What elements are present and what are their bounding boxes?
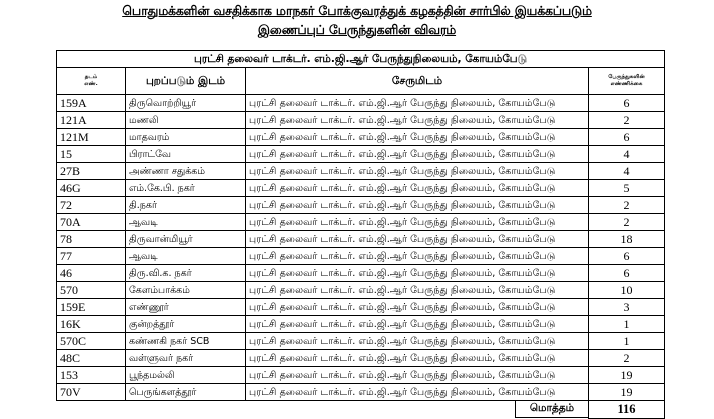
table-row [57,197,665,214]
bus-count-cell: 4 [589,163,665,180]
origin-cell: மாதவரம் [126,129,246,146]
destination-cell: புரட்சி தலைவர் டாக்டர். எம்.ஜி.ஆர் பேருந்து நிலையம், கோயம்பேடு [246,112,589,129]
route-number-cell: 72 [57,197,126,214]
destination-cell: புரட்சி தலைவர் டாக்டர். எம்.ஜி.ஆர் பேருந்து நிலையம், கோயம்பேடு [246,384,589,401]
route-number-cell: 70A [57,214,126,231]
route-number-cell: 46G [57,180,126,197]
destination-cell: புரட்சி தலைவர் டாக்டர். எம்.ஜி.ஆர் பேருந்து நிலையம், கோயம்பேடு [246,95,589,112]
origin-header-label: புறப்படும் இடம் [145,74,226,87]
bus-count-cell: 2 [589,214,665,231]
route-number-cell: 121A [57,112,126,129]
table-row [57,214,665,231]
destination-header-label: சேருமிடம் [391,74,443,87]
total-value: 116 [589,401,665,419]
origin-cell: அண்ணா சதுக்கம் [126,163,246,180]
total-row [57,401,665,419]
bus-route-table [56,50,665,419]
destination-cell: புரட்சி தலைவர் டாக்டர். எம்.ஜி.ஆர் பேருந்து நிலையம், கோயம்பேடு [246,163,589,180]
document-subtitle: இணைப்புப் பேருந்துகளின் விவரம் [257,22,457,37]
origin-cell: எம்.கே.பி. நகர் [126,180,246,197]
destination-cell: புரட்சி தலைவர் டாக்டர். எம்.ஜி.ஆர் பேருந்து நிலையம், கோயம்பேடு [246,180,589,197]
total-spacer [57,401,246,419]
route-number-cell: 153 [57,367,126,384]
destination-cell: புரட்சி தலைவர் டாக்டர். எம்.ஜி.ஆர் பேருந்து நிலையம், கோயம்பேடு [246,129,589,146]
table-row [57,367,665,384]
origin-cell: மணலி [126,112,246,129]
origin-header [126,68,246,95]
origin-cell: திருவான்மியூர் [126,231,246,248]
bus-count-cell: 6 [589,248,665,265]
bus-count-header [589,68,665,95]
bus-count-cell: 6 [589,265,665,282]
destination-cell: புரட்சி தலைவர் டாக்டர். எம்.ஜி.ஆர் பேருந்து நிலையம், கோயம்பேடு [246,333,589,350]
bus-count-header-line1: பேருந்துகளின் [608,74,645,80]
bus-count-cell: 19 [589,367,665,384]
destination-cell: புரட்சி தலைவர் டாக்டர். எம்.ஜி.ஆர் பேருந்து நிலையம், கோயம்பேடு [246,282,589,299]
route-number-cell: 46 [57,265,126,282]
bus-count-cell: 4 [589,146,665,163]
bus-count-cell: 10 [589,282,665,299]
destination-cell: புரட்சி தலைவர் டாக்டர். எம்.ஜி.ஆர் பேருந்து நிலையம், கோயம்பேடு [246,350,589,367]
table-row [57,146,665,163]
route-number-cell: 15 [57,146,126,163]
table-row [57,350,665,367]
destination-header [246,68,589,95]
route-number-cell: 121M [57,129,126,146]
bus-count-cell: 1 [589,316,665,333]
route-number-cell: 16K [57,316,126,333]
destination-cell: புரட்சி தலைவர் டாக்டர். எம்.ஜி.ஆர் பேருந்து நிலையம், கோயம்பேடு [246,367,589,384]
origin-cell: பெருங்களத்தூர் [126,384,246,401]
route-number-cell: 78 [57,231,126,248]
origin-cell: ஆவடி [126,248,246,265]
route-number-cell: 570 [57,282,126,299]
total-label-cell [246,401,589,419]
origin-cell: பிராட்வே [126,146,246,163]
table-row [57,265,665,282]
destination-cell: புரட்சி தலைவர் டாக்டர். எம்.ஜி.ஆர் பேருந்து நிலையம், கோயம்பேடு [246,214,589,231]
table-row [57,282,665,299]
bus-count-cell: 1 [589,333,665,350]
table-row [57,333,665,350]
table-row [57,95,665,112]
table-row [57,384,665,401]
table-row [57,231,665,248]
route-number-cell: 70V [57,384,126,401]
route-number-cell: 159A [57,95,126,112]
route-number-cell: 570C [57,333,126,350]
route-no-header-line2: எண். [84,81,98,87]
origin-cell: திரு.வி.க. நகர் [126,265,246,282]
origin-cell: தி.நகர் [126,197,246,214]
table-row [57,163,665,180]
origin-cell: பூந்தமல்லி [126,367,246,384]
route-no-header [57,68,126,95]
table-banner-row [57,51,665,68]
destination-cell: புரட்சி தலைவர் டாக்டர். எம்.ஜி.ஆர் பேருந்து நிலையம், கோயம்பேடு [246,248,589,265]
route-no-header-line1: தடம் [84,74,98,80]
table-row [57,129,665,146]
origin-cell: கேளம்பாக்கம் [126,282,246,299]
table-row [57,180,665,197]
document-title: பொதுமக்களின் வசதிக்காக மாநகர் போக்குவரத்துக் கழகத்தின் சார்பில் இயக்கப்படும் [122,3,592,18]
destination-cell: புரட்சி தலைவர் டாக்டர். எம்.ஜி.ஆர் பேருந்து நிலையம், கோயம்பேடு [246,231,589,248]
bus-count-header-line2: எண்ணிக்கை [610,81,643,87]
bus-count-cell: 2 [589,197,665,214]
bus-count-cell: 5 [589,180,665,197]
total-label: மொத்தம் [515,401,588,418]
destination-cell: புரட்சி தலைவர் டாக்டர். எம்.ஜி.ஆர் பேருந்து நிலையம், கோயம்பேடு [246,316,589,333]
origin-cell: எண்ணூர் [126,299,246,316]
route-number-cell: 27B [57,163,126,180]
origin-cell: குன்றத்தூர் [126,316,246,333]
bus-count-cell: 2 [589,112,665,129]
bus-count-cell: 3 [589,299,665,316]
bus-count-cell: 6 [589,129,665,146]
destination-cell: புரட்சி தலைவர் டாக்டர். எம்.ஜி.ஆர் பேருந்து நிலையம், கோயம்பேடு [246,265,589,282]
table-row [57,316,665,333]
origin-cell: திருவொற்றியூர் [126,95,246,112]
table-row [57,248,665,265]
route-number-cell: 48C [57,350,126,367]
bus-count-cell: 6 [589,95,665,112]
table-row [57,112,665,129]
destination-cell: புரட்சி தலைவர் டாக்டர். எம்.ஜி.ஆர் பேருந்து நிலையம், கோயம்பேடு [246,197,589,214]
bus-count-cell: 18 [589,231,665,248]
route-number-cell: 159E [57,299,126,316]
table-header-row [57,68,665,95]
origin-cell: ஆவடி [126,214,246,231]
bus-station-banner: புரட்சி தலைவர் டாக்டர். எம்.ஜி.ஆர் பேருந்துநிலையம், கோயம்பேடு [57,51,665,68]
origin-cell: வள்ளுவர் நகர் [126,350,246,367]
destination-cell: புரட்சி தலைவர் டாக்டர். எம்.ஜி.ஆர் பேருந்து நிலையம், கோயம்பேடு [246,146,589,163]
bus-count-cell: 2 [589,350,665,367]
destination-cell: புரட்சி தலைவர் டாக்டர். எம்.ஜி.ஆர் பேருந்து நிலையம், கோயம்பேடு [246,299,589,316]
origin-cell: கண்ணகி நகர் SCB [126,333,246,350]
route-number-cell: 77 [57,248,126,265]
bus-count-cell: 19 [589,384,665,401]
table-row [57,299,665,316]
